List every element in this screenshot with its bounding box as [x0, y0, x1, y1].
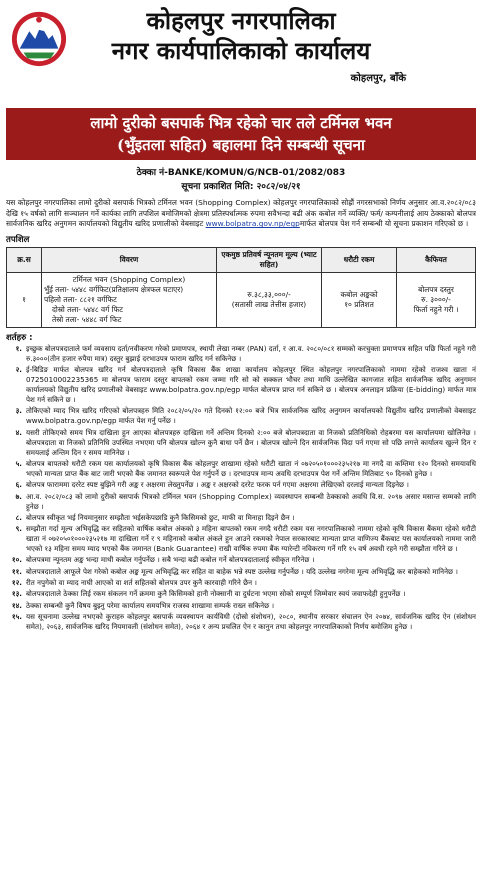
term-number: १२.	[11, 578, 22, 588]
list-item	[6, 524, 476, 554]
list-item	[6, 365, 476, 405]
list-item	[6, 589, 476, 599]
list-item	[6, 555, 476, 565]
term-text: सम्झौता गर्दा मूल्य अभिवृद्धि कर सहितको वार्षिक कबोल अंकको ३ महिना बापतको रकम नगदै धरौटी रकम यस नगरपालिकाको नाममा रहेको कृषि विकास बैंकमा रहेको धरौटी खाता नं ०७२०५०१०००२३५२१७ मा दाखिला गर्ने र ९ महिनाको कबोल अंकले हुन आउने रकमको नेपाल सरकारबाट मान्यता प्राप्त वाणिज्य बैंकबाट यस कार्यालयको नाममा जारी भएको १३ महिना समय म्याद भएको बैंक जमानत (Bank Guarantee) राखी वार्षिक रुपमा बैंक ग्यारेन्टी नविकरण गर्ने गरि १५ वर्ष अवधी रहने गरी सम्झौता गरिने छ ।	[26, 524, 476, 554]
list-item	[6, 612, 476, 632]
col-header-description: विवरण	[42, 247, 217, 272]
term-text: ई-बिडिङ मार्फत बोलपत्र खरिद गर्न बोलपत्रदाताले कृषि विकास बैंक शाखा कार्यालय कोहलपुर स्थित कोहलपुर नगरपालिकाको नाममा रहेको राजश्व खाता नं 0725010002235365 मा बोलपत्र फाराम दस्तुर बापतको रकम जम्मा गरि सो को सक्कल भौचर तथा माथि उल्लेखित कागजात सहित सार्वजनिक खरिद अनुगमन कार्यालयको विद्युतीय खरिद प्रणालीको वेबसाइट www.bolpatra.gov.np/egp मार्फत बोलपत्र प्राप्त गर्न सकिने छ । बोलपत्र अनलाइन प्रक्रिया (E-bidding) मार्फत मात्र पेश गर्न सकिने छ ।	[26, 365, 476, 405]
term-number: ६.	[15, 480, 22, 490]
term-number: ९.	[15, 524, 22, 534]
schedule-label: तपशिल	[6, 234, 30, 245]
list-item	[6, 513, 476, 523]
intro-paragraph	[6, 198, 476, 230]
desc-line: टर्मिनल भवन (Shopping Complex)	[72, 274, 186, 284]
banner-line1: लामो दुरीको बसपार्क भित्र रहेको चार तले टर्मिनल भवन	[90, 114, 392, 132]
col-header-deposit: धरौटी रकम	[322, 247, 397, 272]
term-number: ३.	[15, 406, 22, 416]
price-figure: रु.३८,३३,०००/-	[247, 289, 291, 299]
term-text: बोलपत्रदाताले ठेक्का लिई रकम संकलन गर्ने क्रममा कुनै किसिमको हानी नोक्सानी वा दुर्घटना भएमा सोको सम्पूर्ण जिम्मेवार स्वयं जवाफदेही हुनुपर्नेछ ।	[26, 589, 406, 599]
list-item	[6, 578, 476, 588]
term-number: ११.	[11, 566, 22, 576]
term-text: इच्छुक बोलपत्रदाताले फर्म व्यवसाय दर्ता/नवीकरण गरेको प्रमाणपत्र, स्थायी लेखा नम्बर (PAN) दर्ता, र आ.व. २०८०/०८१ सम्मको करचुक्ता प्रमाणपत्र सहित पछि फिर्ता नहुने गरी रु.३०००(तीन हजार रुपैया मात्र) दस्तुर बुझाई दरभाउपत्र फाराम खरिद गर्न सकिनेछ ।	[26, 343, 476, 363]
contract-number: ठेक्का नं-BANKE/KOMUN/G/NCB-01/2082/083	[136, 168, 346, 178]
cell-description	[42, 272, 217, 327]
term-text: आ.व. २०८२/०८३ को लामो दुरीको बसपार्क भित्रको टर्मिनल भवन (Shopping Complex) व्यवस्थापन सम्बन्धी ठेक्काको अवधि वि.स. २०९७ असार मसान्त सम्मको लागि हुनेछ ।	[26, 491, 476, 511]
col-header-remarks: कैफियत	[397, 247, 476, 272]
table-row	[7, 272, 476, 327]
term-number: १४.	[11, 600, 22, 610]
remark-line: रु. ३०००/-	[421, 294, 451, 304]
term-text: तोकिएको म्याद भित्र खरिद गरिएको बोलपत्रहरु मिति २०८२/०५/२० गते दिनको १२:०० बजे भित्र सार्वजनिक खरिद अनुगमन कार्यालयको विद्युतीय खरिद प्रणालीको वेबसाइट www.bolpatra.gov.np/egp मार्फत पेश गर्नु पर्नेछ ।	[26, 406, 476, 426]
term-number: ५.	[15, 458, 22, 468]
terms-label: शर्तहरु :	[6, 332, 33, 343]
term-number: २.	[15, 365, 22, 375]
cell-deposit	[322, 272, 397, 327]
office-address: कोहलपुर, बाँके	[350, 73, 406, 84]
term-number: १५.	[11, 611, 22, 621]
intro-text-after: मार्फत बोलपत्र पेश गर्न सम्बन्धी यो सूचना प्रकाशन गरिएको छ ।	[299, 219, 469, 229]
list-item	[6, 459, 476, 479]
egp-link[interactable]: www.bolpatra.gov.np/egp	[205, 219, 300, 229]
government-emblem-icon	[10, 10, 68, 68]
office-title-line2: नगर कार्यपालिकाको कार्यालय	[111, 36, 371, 65]
col-header-min-price: एकमुष्ठ प्रतिवर्ष न्यूनतम मूल्य (भ्याट सहित)	[217, 247, 322, 272]
remark-line: फिर्ता नहुने गरी ।	[413, 304, 459, 314]
term-text: रीत नपुगेको वा म्याद नाघी आएको वा शर्त सहितको बोलपत्र उपर कुनै कारवाही गरिने छैन ।	[26, 578, 257, 588]
published-date: सूचना प्रकाशित मिति: २०८२/०४/२१	[181, 182, 301, 192]
letterhead	[6, 6, 476, 106]
deposit-line: कबोल अङ्कको	[340, 289, 378, 299]
term-text: बोलपत्र फाराममा दररेट स्पष्ट बुझिने गरी अङ्क र अक्षरमा लेख्नुपर्नेछ । अङ्क र अक्षरको दररेट फरक पर्न गएमा अक्षरमा लेखिएको दरलाई मान्यता दिइनेछ ।	[26, 480, 409, 490]
list-item	[6, 480, 476, 490]
term-number: १३.	[11, 589, 22, 599]
col-header-sn: क्र.स	[7, 247, 42, 272]
term-number: ८.	[15, 512, 22, 522]
term-text: यस सूचनामा उल्लेख नभएको कुराहरु कोहलपुर बसपार्क व्यवस्थापन कार्यविधी (दोस्रो संशोधन), २०८०, स्थानीय सरकार संचालन ऐन २०७४, सार्वजनिक खरिद ऐन (संशोधन समेत), २०६३, सार्वजनिक खरिद नियमावली (संशोधन समेत), २०६४ र अन्य प्रचलित ऐन र कानुन तथा कोहलपुर नगरपालिकाको निर्णय बमोजिम हुनेछ ।	[26, 611, 476, 631]
term-text: बोलपत्र बापतको धरौटी रकम यस कार्यालयको कृषि विकास बैंक कोहलपुर शाखामा रहेको धरौटी खाता नं ०७२०५०१०००२३५२१७ मा नगदै वा कम्तिमा १२० दिनको समयावधि भएको मान्यता प्राप्त बैंक बाट जारी भएको बैंक जमानत स्वरूपले पेश गर्नुपर्ने छ । दरभाउपत्र मान्य अवधि दरभाउपत्र पेश गर्ने अन्तिम मितिबाट ९० दिनको हुनेछ ।	[26, 458, 476, 478]
term-text: बोलपत्रमा न्यूनतम अङ्क भन्दा माथी कबोल गर्नुपर्नेछ । सबै भन्दा बढी कबोल गर्ने बोलपत्रदातालाई स्वीकृत गरिनेछ ।	[26, 555, 315, 565]
desc-line: पहिलो तला- ८८२१ वर्गफिट	[44, 294, 117, 304]
office-title-line1: कोहलपुर नगरपालिका	[146, 6, 336, 35]
term-number: ४.	[15, 427, 22, 437]
price-words: (सतासी लाख तेत्तीस हजार)	[231, 299, 307, 309]
term-number: १०.	[11, 555, 22, 565]
term-text: बोलपत्र स्वीकृत भई नियमानुसार सम्झौता भईसकेपछाडि कुनै किसिमको छुट, माफी वा मिनाहा दिइने छैन ।	[26, 512, 295, 522]
banner-line2: (भुँइतला सहित) बहालमा दिने सम्बन्धी सूचना	[117, 136, 365, 154]
term-text: बोलपत्रदाताले आफूले पेश गरेको कबोल अङ्क मूल्य अभिवृद्धि कर सहित वा बाहेक भन्ने स्पष्ट उल्लेख गर्नुपर्नेछ । यदि उल्लेख नगरेमा मूल्य अभिवृद्धि कर बाहेकको मानिनेछ ।	[26, 566, 458, 576]
list-item	[6, 344, 476, 364]
schedule-header-row	[7, 247, 476, 272]
notice-banner	[6, 108, 476, 160]
list-item	[6, 492, 476, 512]
deposit-line: १० प्रतिशत	[344, 299, 374, 309]
terms-list	[6, 344, 476, 632]
list-item	[6, 428, 476, 458]
notice-meta	[6, 166, 476, 194]
term-text: यसरी तोकिएको समय भित्र दाखिला हुन आएका बोलपत्रहरु दाखिला गर्ने अन्तिम दिनको २:०० बजे बोलपत्रदाता वा निजको प्रतिनिधिको रोहबरमा यस कार्यालयमा खोलिनेछ । बोलपत्रदाता वा निजको प्रतिनिधि उपस्थित नभएमा पनि बोलपत्र खोल्न कुनै बाधा पर्ने छैन । बोलपत्र खोल्ने दिन सार्वजनिक विदा पर्न गएमा सो पछि लगत्ते कार्यालय खुल्ने दिन र समयलाई अन्तिम दिन र समय मानिनेछ ।	[26, 427, 476, 457]
desc-line: तेस्रो तला- ५४४८ वर्ग फिट	[52, 314, 122, 324]
term-number: १.	[15, 343, 22, 353]
cell-remarks	[397, 272, 476, 327]
list-item	[6, 406, 476, 426]
term-number: ७.	[15, 491, 22, 501]
remark-line: बोलपत्र दस्तुर	[418, 284, 454, 294]
list-item	[6, 601, 476, 611]
list-item	[6, 567, 476, 577]
desc-line: दोस्रो तला- ५४४८ वर्ग फिट	[52, 304, 124, 314]
intro-text-before: यस कोहलपुर नगरपालिका लामो दुरीको बसपार्क भित्रको टर्मिनल भवन (Shopping Complex) कोहलपुर नगरपालिकाको सोह्रौं नगरसभाको निर्णय अनुसार आ.व.२०८२/०८३ देखि १५ वर्षको लागि सञ्चालन गर्ने कार्यका लागि तपशिल बमोजिमको क्षेत्रमा प्रतिस्पर्धात्मक रुपमा सवैभन्दा बढी अंक कबोल गर्ने व्यक्ति/ फर्म/ कम्पनीलाई आय ठेक्काको बोलपत्र सार्वजनिक खरिद अनुगमन कार्यालयको विद्युतीय खरिद प्रणालीको वेबसाइट	[6, 198, 476, 229]
schedule-table	[6, 247, 476, 328]
cell-sn: १	[7, 272, 42, 327]
desc-line: भुँई तला- ५४४८ वर्गफिट(प्रतिक्षालय क्षेत्रफल घटाएर)	[44, 284, 184, 294]
term-text: ठेक्का सम्बन्धी कुनै विषय बुझ्नु परेमा कार्यालय समयभित्र राजस्व शाखामा सम्पर्क राख्न सकिनेछ ।	[26, 600, 275, 610]
cell-min-price	[217, 272, 322, 327]
